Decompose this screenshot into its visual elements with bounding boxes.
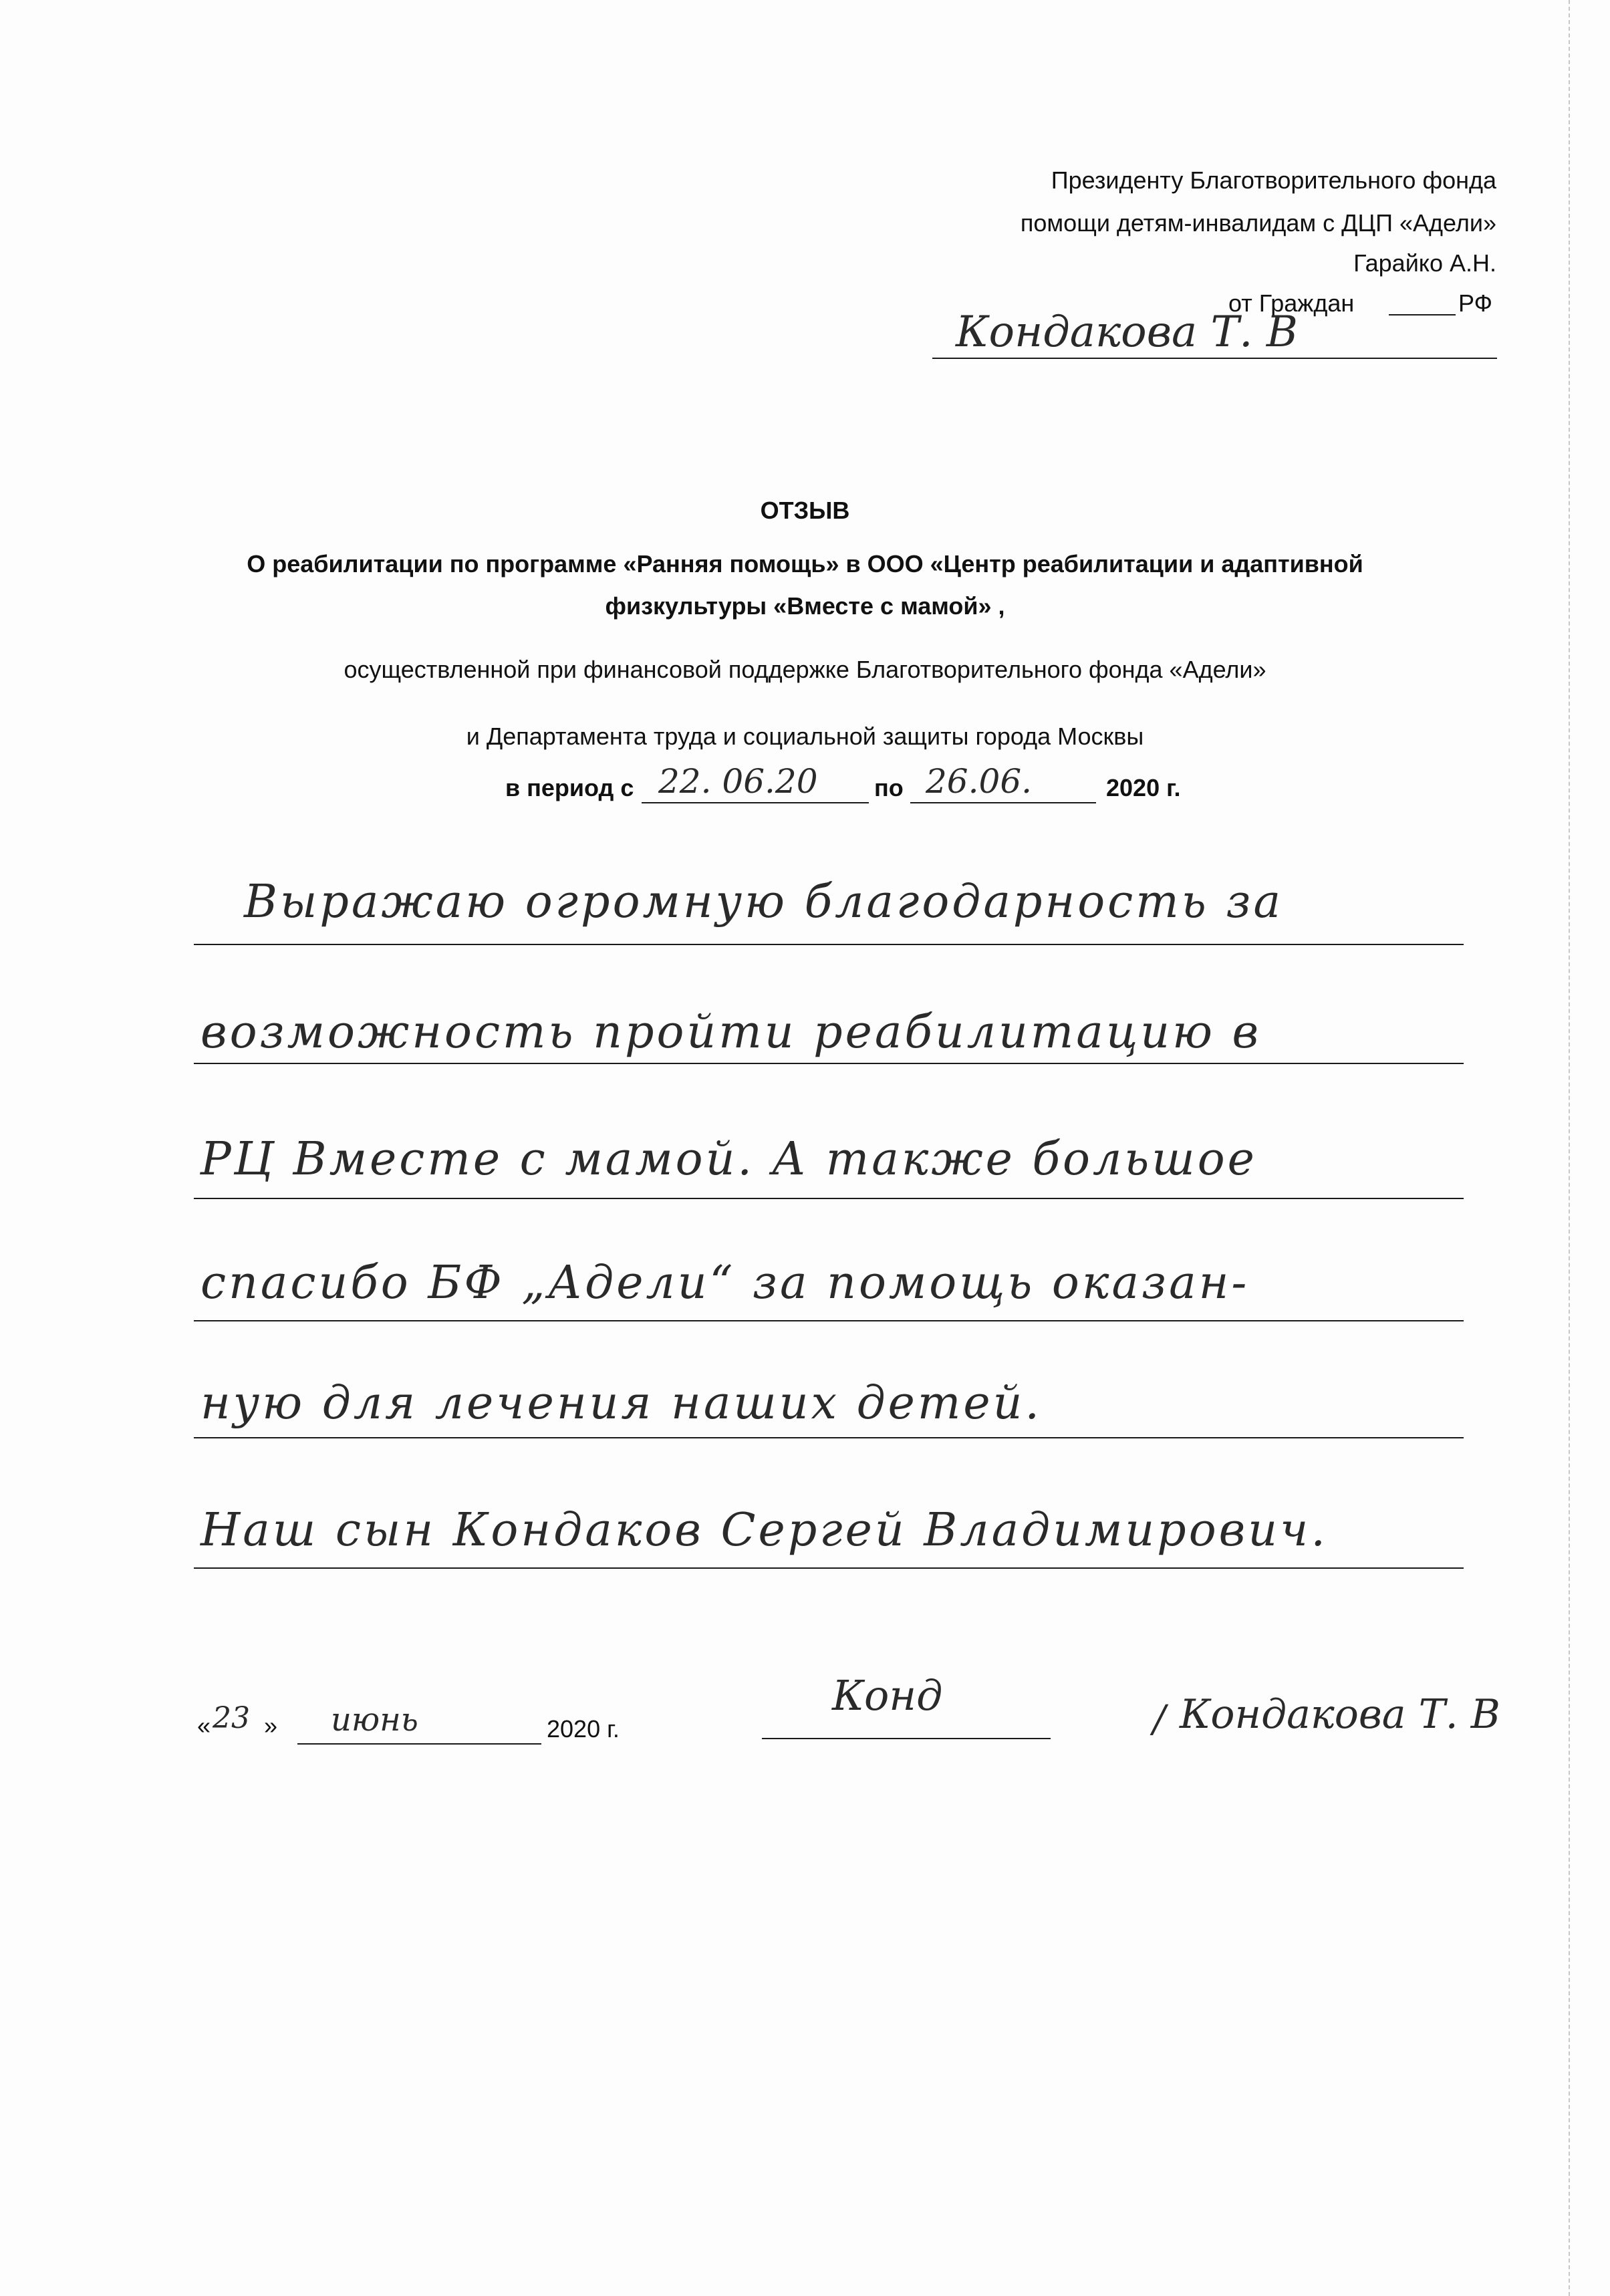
date-quote-close: » bbox=[264, 1712, 278, 1739]
subtitle-line-2: физкультуры «Вместе с мамой» , bbox=[605, 592, 1005, 620]
body-rule-6 bbox=[194, 1567, 1464, 1569]
signatory-name: Кондакова Т. В bbox=[1180, 1691, 1500, 1738]
sender-name-line bbox=[932, 358, 1497, 359]
signature-line bbox=[762, 1738, 1051, 1739]
signature-handwritten: Конд bbox=[832, 1671, 943, 1720]
citizenship-blank bbox=[1389, 314, 1456, 315]
sender-name-handwritten: Кондакова Т. В bbox=[956, 307, 1298, 357]
body-line-5: ную для лечения наших детей. bbox=[200, 1377, 1043, 1430]
from-citizen-prefix: от Граждан bbox=[1228, 289, 1355, 317]
body-rule-2 bbox=[194, 1063, 1464, 1064]
body-line-3: РЦ Вместе с мамой. А также большое bbox=[200, 1133, 1257, 1186]
date-quote-open: « bbox=[197, 1712, 211, 1739]
period-middle: по bbox=[874, 774, 904, 801]
date-month-line bbox=[297, 1743, 541, 1745]
period-from-date: 22. 06.20 bbox=[658, 762, 818, 801]
addressee-line-2: помощи детям-инвалидам с ДЦП «Адели» bbox=[1020, 209, 1496, 237]
from-citizen-suffix: РФ bbox=[1458, 289, 1492, 317]
date-year: 2020 г. bbox=[547, 1715, 620, 1743]
body-rule-3 bbox=[194, 1198, 1464, 1199]
body-line-1: Выражаю огромную благодарность за bbox=[244, 876, 1283, 928]
period-to-date: 26.06. bbox=[926, 762, 1033, 801]
subtitle-line-4: и Департамента труда и социальной защиты города Москвы bbox=[466, 723, 1144, 750]
body-line-6: Наш сын Кондаков Сергей Владимирович. bbox=[200, 1504, 1328, 1557]
period-suffix: 2020 г. bbox=[1106, 774, 1181, 801]
date-month: июнь bbox=[331, 1701, 418, 1739]
period-from-line bbox=[642, 802, 869, 803]
addressee-line-3: Гарайко А.Н. bbox=[1353, 249, 1496, 277]
body-line-4: спасибо БФ „Адели“ за помощь оказан- bbox=[200, 1257, 1250, 1309]
addressee-line-1: Президенту Благотворительного фонда bbox=[1051, 166, 1496, 194]
date-day: 23 bbox=[213, 1701, 250, 1735]
document-title: ОТЗЫВ bbox=[760, 497, 850, 524]
body-rule-1 bbox=[194, 944, 1464, 945]
body-rule-4 bbox=[194, 1320, 1464, 1321]
signatory-slash: / bbox=[1153, 1698, 1166, 1741]
scan-edge-mark bbox=[1569, 0, 1570, 2296]
period-to-line bbox=[910, 802, 1096, 803]
period-prefix: в период с bbox=[505, 774, 634, 801]
body-line-2: возможность пройти реабилитацию в bbox=[200, 1006, 1262, 1059]
body-rule-5 bbox=[194, 1437, 1464, 1438]
subtitle-line-1: О реабилитации по программе «Ранняя помощь» в ООО «Центр реабилитации и адаптивной bbox=[247, 550, 1363, 578]
subtitle-line-3: осуществленной при финансовой поддержке Благотворительного фонда «Адели» bbox=[344, 656, 1266, 683]
